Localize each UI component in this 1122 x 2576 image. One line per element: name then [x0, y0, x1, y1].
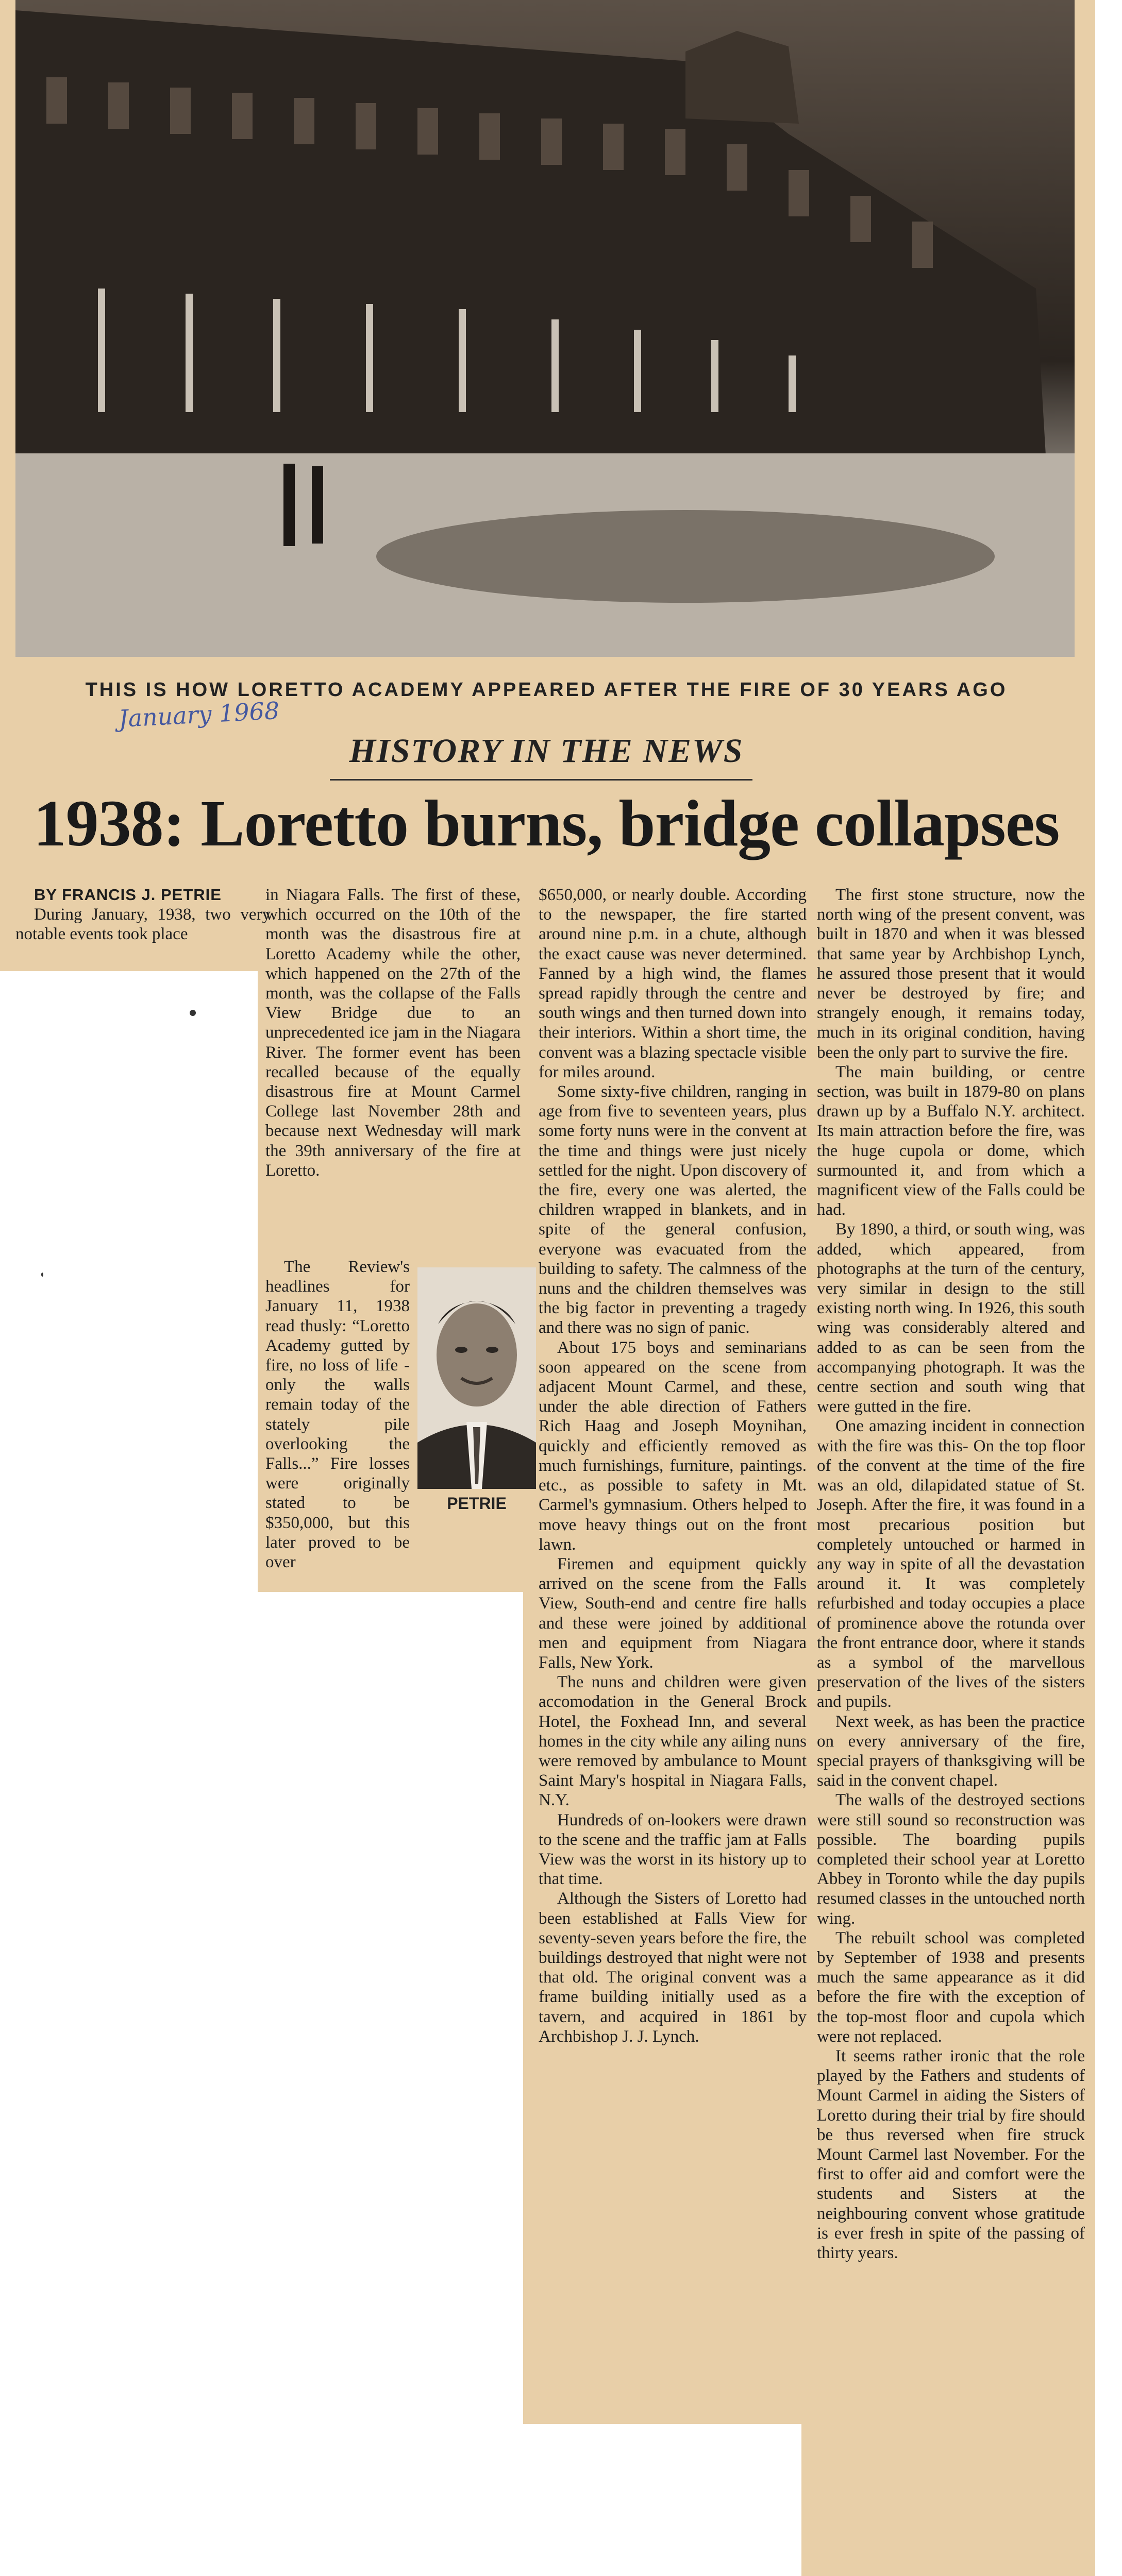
author-portrait	[417, 1267, 536, 1513]
column-4-paragraph: It seems rather ironic that the role played by the Fathers and students of Mount Carmel in aiding the Sisters of Loretto during their trial by fire should be thus reversed when fire struck Mount Carmel last November. For the first to offer aid and comfort were the students and Sisters at the neighbouring convent whose gratitude is ever fresh in spite of the passing of thirty years.	[817, 2046, 1085, 2263]
portrait-caption: PETRIE	[447, 1494, 507, 1513]
column-4-paragraph: By 1890, a third, or south wing, was added, which appeared, from photographs at the turn of the century, very similar in design to the still existing north wing. In 1926, this south wing was considerably altered and added to as can be seen from the accompanying photograph. It was the centre section and south wing that were gutted in the fire.	[817, 1220, 1085, 1416]
column-1-paragraph: During January, 1938, two very notable events took place	[15, 905, 271, 944]
column-3-paragraph: The nuns and children were given accomodation in the General Brock Hotel, the Foxhead Inn, and several homes in the city while any ailing nuns were removed by ambulance to Mount Saint Mary's hospital in Niagara Falls, N.Y.	[539, 1673, 807, 1810]
column-3-paragraph: $650,000, or nearly double. According to the newspaper, the fire started around nine p.m. in a chute, although the exact cause was never determined. Fanned by a high wind, the flames spread rapidly through the centre and south wings and then turned down into their interiors. Within a short time, the convent was a blazing spectacle visible for miles around.	[539, 886, 807, 1081]
speck	[190, 1010, 196, 1016]
column-4-paragraph: One amazing incident in connection with the fire was this- On the top floor of the convent at the time of the fire was an old, dilapidated statue of St. Joseph. After the fire, it was found in a most precarious position but completely untouched or harmed in any way in spite of all the devastation around it. It was completely refurbished and today occupies a place of prominence above the rotunda over the front entrance door, where it stands as a symbol of the marvellous preservation of the lives of the sisters and pupils.	[817, 1417, 1085, 1711]
column-4-paragraph: The walls of the destroyed sections were still sound so reconstruction was possible. The boarding pupils completed their school year at Loretto Abbey in Toronto while the day pupils resumed classes in the untouched north wing.	[817, 1791, 1085, 1928]
column-3-paragraph: Firemen and equipment quickly arrived on the scene from the Falls View, South-end and centre fire halls and these were joined by additional men and equipment from Niagara Falls, New York.	[539, 1554, 807, 1672]
handwritten-date: January 1968	[118, 696, 280, 733]
column-4	[817, 885, 1085, 2263]
column-2-upper	[265, 885, 521, 1180]
kicker-rule	[330, 779, 752, 781]
column-3	[539, 885, 807, 2046]
column-3-paragraph: Hundreds of on-lookers were drawn to the scene and the traffic jam at Falls View was the worst in its history up to that time.	[539, 1810, 807, 1889]
building-photo	[15, 0, 1075, 657]
column-2-paragraph: in Niagara Falls. The first of these, which occurred on the 10th of the month was the disastrous fire at Loretto Academy while the other, which happened on the 27th of the month, was the collapse of the Falls View Bridge due to an unprecedented ice jam in the Niagara River. The former event has been recalled because of the equally disastrous fire at Mount Carmel College last November 28th and because next Wednesday will mark the 39th anniversary of the fire at Loretto.	[265, 886, 521, 1180]
headline: 1938: Loretto burns, bridge collapses	[33, 787, 1060, 860]
speck	[41, 1273, 43, 1277]
column-3-paragraph: About 175 boys and seminarians soon appeared on the scene from adjacent Mount Carmel, and these, under the able direction of Fathers Rich Haag and Joseph Moynihan, quickly and efficiently removed as much furnishings, furniture, paintings. etc., as possible to safety in Mt. Carmel's gymnasium. Others helped to move heavy things out on the front lawn.	[539, 1338, 807, 1554]
column-4-paragraph: The first stone structure, now the north wing of the present convent, was built in 1870 and when it was blessed that same year by Archbishop Lynch, he assured those present that it would never be destroyed by fire; and strangely enough, it remains today, much in its original condition, having been the only part to survive the fire.	[817, 886, 1085, 1062]
column-2-paragraph: The Review's headlines for January 11, 1938 read thusly: “Loretto Academy gutted by fire, no loss of life - only the walls remain today of the stately pile overlooking the Falls...” Fire losses were originally stated to be $350,000, but this later proved to be over	[265, 1258, 410, 1572]
column-3-paragraph: Although the Sisters of Loretto had been established at Falls View for seventy-seven years before the fire, the buildings destroyed that night were not that old. The original convent was a frame building initially used as a tavern, and acquired in 1861 by Archbishop J. J. Lynch.	[539, 1889, 807, 2046]
byline: BY FRANCIS J. PETRIE	[34, 886, 222, 904]
column-2-lower	[265, 1257, 410, 1572]
column-4-paragraph: Next week, as has been the practice on every anniversary of the fire, special prayers of thanksgiving will be said in the convent chapel.	[817, 1712, 1085, 1790]
photo-caption: THIS IS HOW LORETTO ACADEMY APPEARED AFTER THE FIRE OF 30 YEARS AGO	[85, 679, 1008, 701]
column-4-paragraph: The rebuilt school was completed by September of 1938 and presents much the same appearance as it did before the fire with the exception of the top-most floor and cupola which were not replaced.	[817, 1928, 1085, 2046]
clipping-col4-strip	[801, 2416, 1095, 2576]
column-4-paragraph: The main building, or centre section, was built in 1879-80 on plans drawn up by a Buffalo N.Y. architect. Its main attraction before the fire, was the huge cupola or dome, which surmounted it, and from which a magnificent view of the Falls could be had.	[817, 1062, 1085, 1219]
section-kicker: HISTORY IN THE NEWS	[349, 732, 744, 770]
column-3-paragraph: Some sixty-five children, ranging in age from five to seventeen years, plus some forty nuns were in the convent at the time and things were just nicely settled for the night. Upon discovery of the fire, every one was alerted, the children wrapped in blankets, and in spite of the general confusion, everyone was evacuated from the building to safety. The calmness of the nuns and the children themselves was the big factor in preventing a tragedy and there was no sign of panic.	[539, 1082, 807, 1337]
column-1	[15, 885, 271, 944]
